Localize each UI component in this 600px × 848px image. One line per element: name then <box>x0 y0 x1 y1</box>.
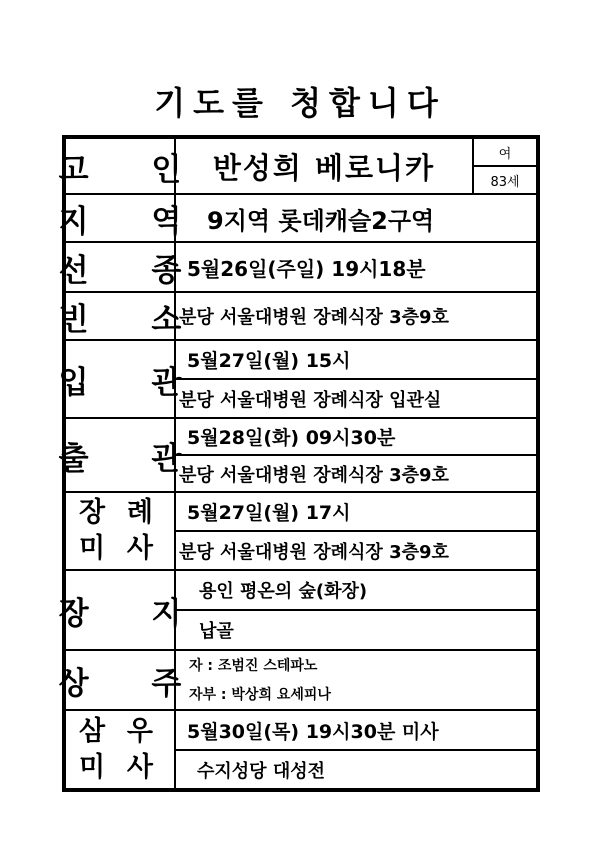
label-deceased: 고 인 <box>58 151 208 188</box>
deceased-gender: 여 <box>498 146 512 162</box>
mourner-son: 자 : 조범진 스테파노 <box>189 658 318 674</box>
funeral-mass-place: 분당 서울대병원 장례식장 3층9호 <box>179 541 449 563</box>
encoffin-time: 5월27일(월) 15시 <box>187 350 351 372</box>
label-encoffin: 입 관 <box>58 364 208 401</box>
label-funeral-mass-char: 사 <box>126 533 153 564</box>
deceased-name: 반성희 베로니카 <box>212 150 436 185</box>
notice-table <box>58 135 540 792</box>
label-funeral-mass <box>65 492 175 570</box>
region-value: 9지역 롯데캐슬2구역 <box>207 206 435 235</box>
label-memorial-mass <box>65 710 175 789</box>
label-memorial-mass-char: 삼 <box>79 715 106 747</box>
label-funeral-mass-char: 미 <box>79 533 106 564</box>
funeral-mass-time: 5월27일(월) 17시 <box>187 502 351 524</box>
label-mortuary: 빈 소 <box>58 301 208 338</box>
label-carrying: 출 관 <box>58 440 208 477</box>
death-value: 5월26일(주일) 19시18분 <box>187 256 426 281</box>
label-burial: 장 지 <box>58 595 208 632</box>
memorial-mass-time: 5월30일(목) 19시30분 미사 <box>187 720 439 743</box>
burial-place-2: 납골 <box>199 621 234 642</box>
mortuary-value: 분당 서울대병원 장례식장 3층9호 <box>179 307 449 328</box>
deceased-age: 83세 <box>490 174 520 190</box>
mourner-daughter-in-law: 자부 : 박상희 요세피나 <box>189 687 331 703</box>
label-memorial-mass-char: 사 <box>126 751 153 783</box>
label-memorial-mass-char: 미 <box>79 751 106 783</box>
label-mourners: 상 주 <box>58 665 208 702</box>
label-death: 선 종 <box>58 252 208 289</box>
burial-place-1: 용인 평온의 숲(화장) <box>199 581 368 602</box>
carrying-place: 분당 서울대병원 장례식장 3층9호 <box>179 464 449 486</box>
label-region: 지 역 <box>58 203 208 240</box>
carrying-time: 5월28일(화) 09시30분 <box>187 427 396 449</box>
label-funeral-mass-char: 례 <box>126 497 153 528</box>
label-funeral-mass-char: 장 <box>79 497 106 528</box>
memorial-mass-place: 수지성당 대성전 <box>197 760 325 782</box>
encoffin-place: 분당 서울대병원 장례식장 입관실 <box>179 389 442 411</box>
page-title: 기도를 청합니다 <box>154 84 446 122</box>
label-memorial-mass-char: 우 <box>126 715 153 747</box>
